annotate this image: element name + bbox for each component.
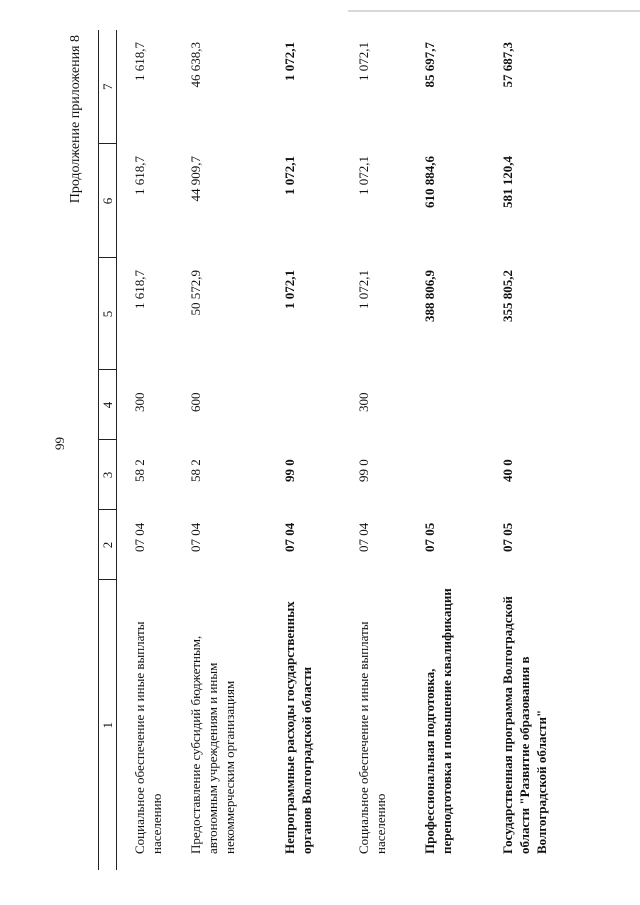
section-code: 07 04 (356, 522, 371, 552)
budget-table-container (98, 30, 577, 870)
amount-col-6: 1 618,7 (132, 156, 147, 195)
budget-table (98, 30, 577, 870)
amount-col-5: 50 572,9 (188, 270, 203, 316)
row-name: Предоставление субсидий бюджетным, автономным учреждениям и иным некоммерческим организациям (188, 635, 237, 854)
amount-col-5: 1 618,7 (132, 270, 147, 309)
amount-col-5: 388 806,9 (422, 270, 437, 322)
table-row (267, 30, 341, 870)
amount-col-5: 1 072,1 (356, 270, 371, 309)
section-code: 07 05 (500, 522, 515, 552)
column-header-7: 7 (99, 30, 117, 144)
appendix-continuation-label: Продолжение приложения 8 (68, 35, 83, 204)
amount-col-5: 1 072,1 (282, 270, 297, 309)
column-header-6: 6 (99, 144, 117, 258)
row-name: Непрограммные расходы государственных органов Волгоградской области (282, 601, 314, 854)
table-row (485, 30, 577, 870)
expense-type-code: 300 (132, 392, 147, 412)
target-code: 58 2 (188, 459, 203, 482)
column-header-1: 1 (99, 580, 117, 870)
amount-col-6: 44 909,7 (188, 156, 203, 202)
target-code: 58 2 (132, 459, 147, 482)
target-code: 40 0 (500, 459, 515, 482)
amount-col-7: 46 638,3 (188, 42, 203, 88)
column-header-4: 4 (99, 370, 117, 440)
amount-col-6: 610 884,6 (422, 156, 437, 208)
column-header-5: 5 (99, 258, 117, 370)
target-code: 99 0 (356, 459, 371, 482)
amount-col-6: 1 072,1 (282, 156, 297, 195)
column-header-3: 3 (99, 440, 117, 510)
section-code: 07 04 (282, 522, 297, 552)
column-header-2: 2 (99, 510, 117, 580)
expense-type-code: 300 (356, 392, 371, 412)
row-name: Государственная программа Волгоградской области "Развитие образования в Волгоградской области" (500, 596, 549, 854)
amount-col-7: 1 072,1 (282, 42, 297, 81)
section-code: 07 04 (132, 522, 147, 552)
amount-col-7: 1 072,1 (356, 42, 371, 81)
expense-type-code (485, 370, 577, 440)
scan-edge-line (348, 10, 640, 12)
row-name: Профессиональная подготовка, переподготовка и повышение квалификации (422, 588, 454, 854)
row-name: Социальное обеспечение и иные выплаты населению (132, 621, 164, 854)
amount-col-5: 355 805,2 (500, 270, 515, 322)
amount-col-6: 1 072,1 (356, 156, 371, 195)
amount-col-7: 85 697,7 (422, 42, 437, 88)
amount-col-7: 57 687,3 (500, 42, 515, 88)
table-row (407, 30, 485, 870)
row-name: Социальное обеспечение и иные выплаты населению (356, 621, 388, 854)
section-code: 07 04 (188, 522, 203, 552)
expense-type-code (267, 370, 341, 440)
target-code (407, 440, 485, 510)
expense-type-code (407, 370, 485, 440)
page-number: 99 (52, 437, 67, 450)
table-row (173, 30, 267, 870)
column-number-header-row (99, 30, 117, 870)
table-row (341, 30, 407, 870)
rotated-sheet (50, 15, 555, 880)
amount-col-7: 1 618,7 (132, 42, 147, 81)
expense-type-code: 600 (188, 392, 203, 412)
target-code: 99 0 (282, 459, 297, 482)
section-code: 07 05 (422, 522, 437, 552)
amount-col-6: 581 120,4 (500, 156, 515, 208)
table-row (117, 30, 174, 870)
